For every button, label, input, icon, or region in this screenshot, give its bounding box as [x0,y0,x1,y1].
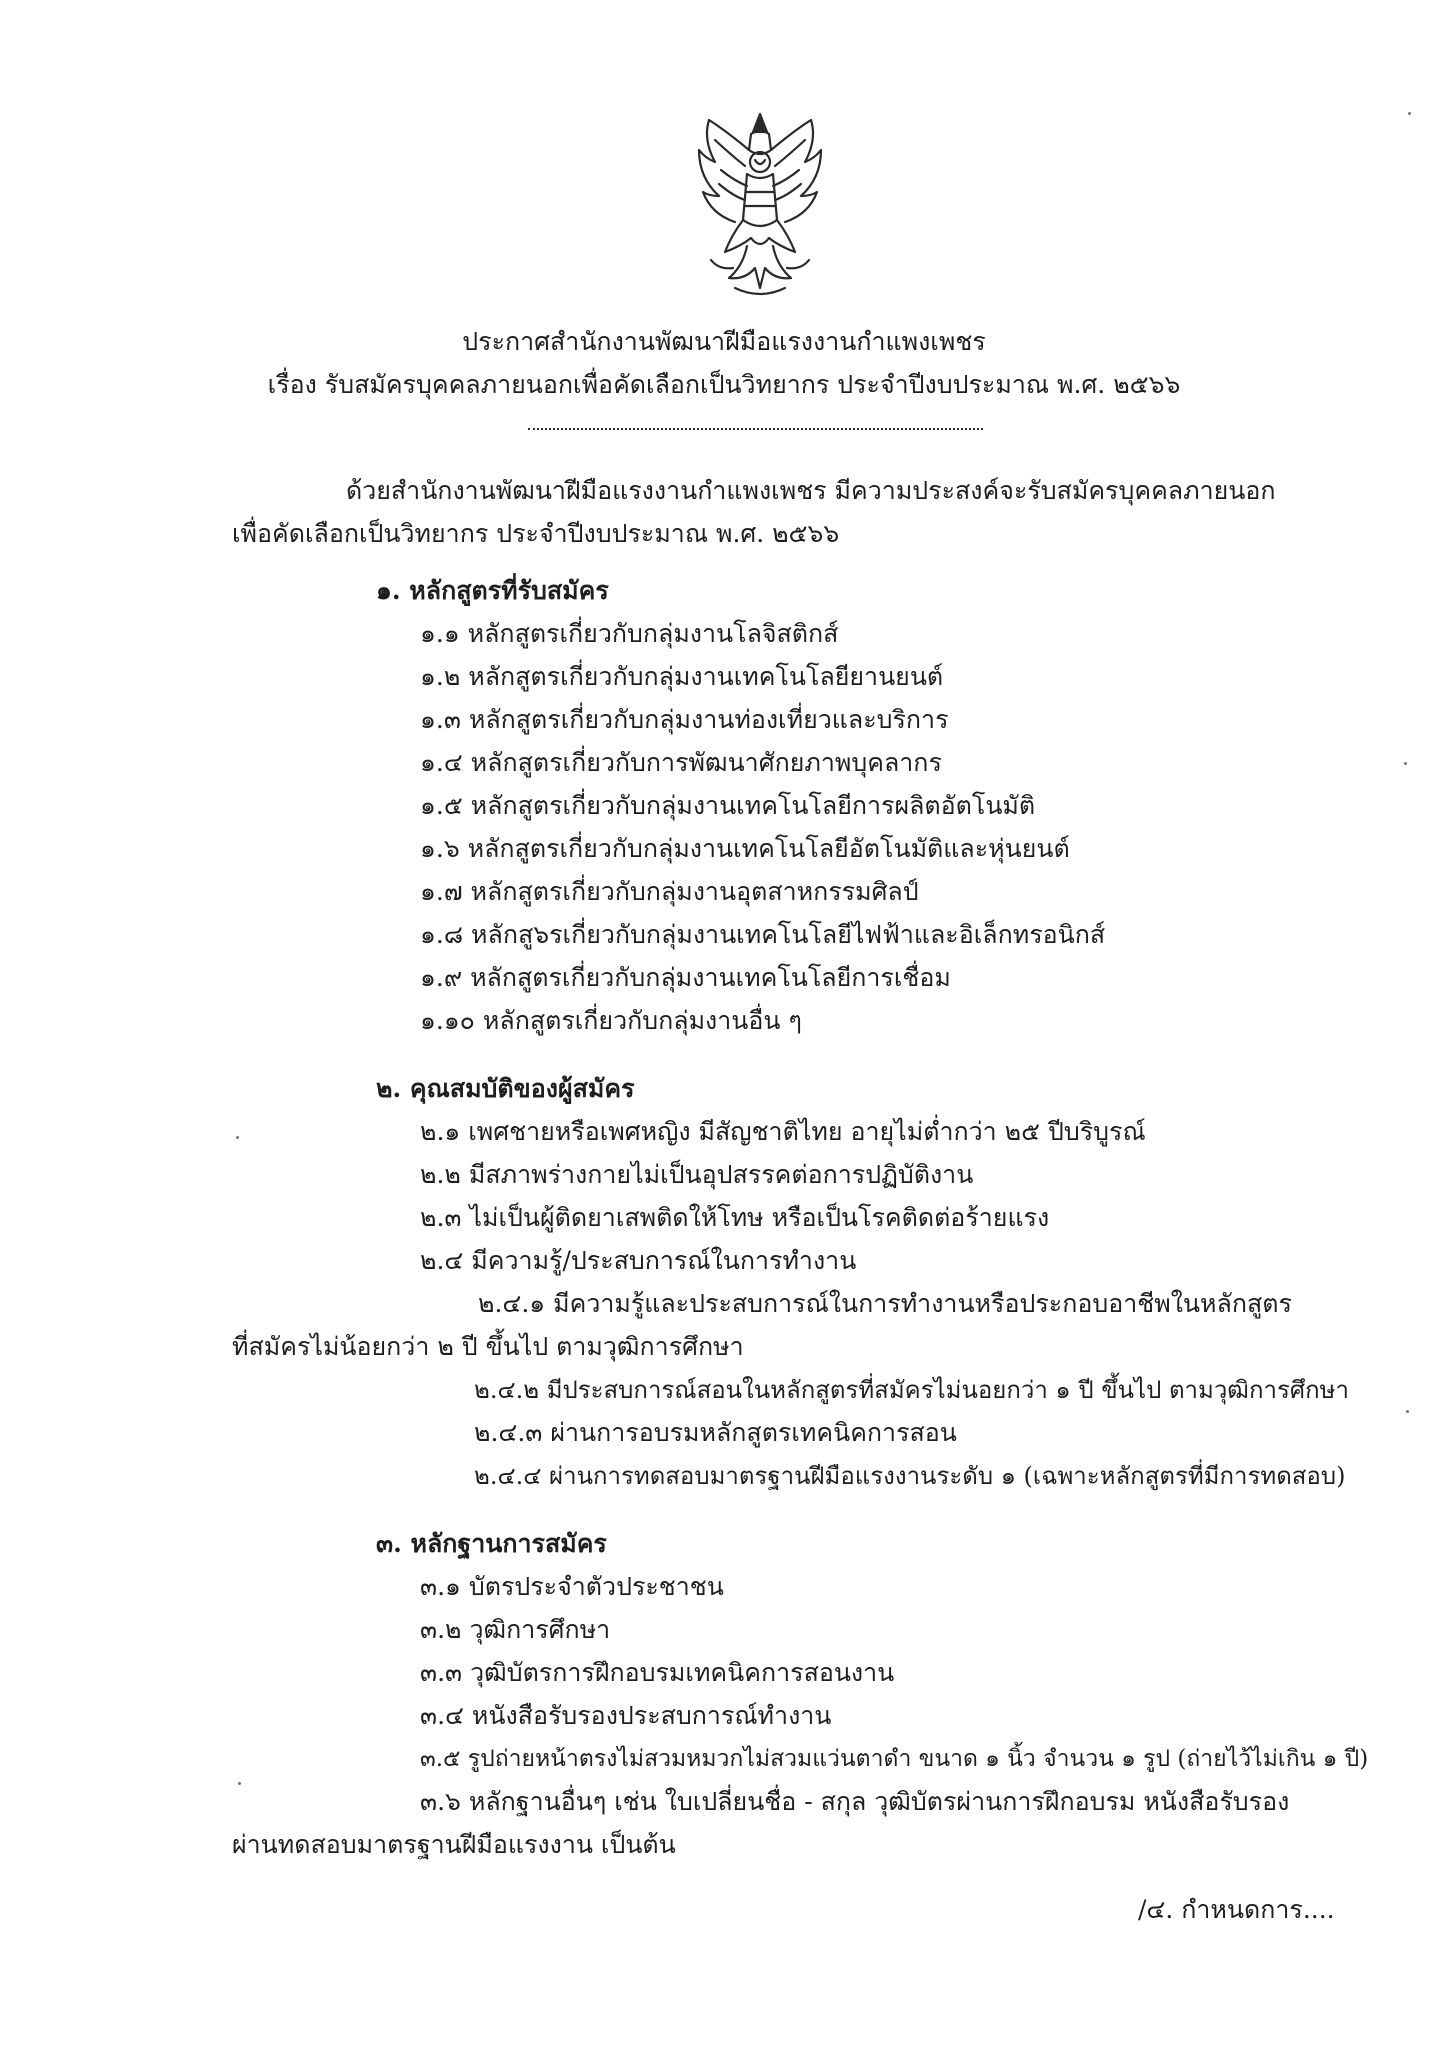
garuda-emblem-icon [685,110,835,305]
sub-item: ๒.๔.๓ ผ่านการอบรมหลักสูตรเทคนิคการสอน [474,1418,957,1447]
intro-paragraph-line-2: เพื่อคัดเลือกเป็นวิทยากร ประจำปีงบประมาณ พ.ศ. ๒๕๖๖ [232,519,840,548]
sub-item: ๒.๔.๔ ผ่านการทดสอบมาตรฐานฝีมือแรงงานระดับ ๑ (เฉพาะหลักสูตรที่มีการทดสอบ) [474,1462,1346,1490]
list-item: ๑.๗ หลักสูตรเกี่ยวกับกลุ่มงานอุตสาหกรรมศิลป์ [420,877,919,906]
separator-dotted-line [528,428,983,430]
list-item-line-1: ๓.๖ หลักฐานอื่นๆ เช่น ใบเปลี่ยนชื่อ - สกุล วุฒิบัตรผ่านการฝึกอบรม หนังสือรับรอง [420,1787,1290,1816]
section-3-heading: ๓. หลักฐานการสมัคร [376,1529,607,1558]
list-item: ๑.๔ หลักสูตรเกี่ยวกับการพัฒนาศักยภาพบุคลากร [420,748,942,777]
sub-item-line-1: ๒.๔.๑ มีความรู้และประสบการณ์ในการทำงานหรือประกอบอาชีพในหลักสูตร [478,1289,1292,1318]
scan-speck [1408,112,1411,115]
list-item: ๓.๓ วุฒิบัตรการฝึกอบรมเทคนิคการสอนงาน [420,1658,895,1687]
list-item: ๓.๒ วุฒิการศึกษา [420,1615,611,1644]
list-item: ๑.๙ หลักสูตรเกี่ยวกับกลุ่มงานเทคโนโลยีการเชื่อม [420,963,951,992]
list-item: ๑.๘ หลักสู๖รเกี่ยวกับกลุ่มงานเทคโนโลยีไฟฟ้าและอิเล็กทรอนิกส์ [420,920,1106,949]
announcement-subject: เรื่อง รับสมัครบุคคลภายนอกเพื่อคัดเลือกเป็นวิทยากร ประจำปีงบประมาณ พ.ศ. ๒๕๖๖ [267,370,1181,399]
section-2-heading: ๒. คุณสมบัติของผู้สมัคร [376,1074,635,1103]
list-item-line-2: ผ่านทดสอบมาตรฐานฝีมือแรงงาน เป็นต้น [232,1830,676,1859]
list-item: ๒.๒ มีสภาพร่างกายไม่เป็นอุปสรรคต่อการปฏิบัติงาน [420,1160,974,1189]
list-item: ๓.๑ บัตรประจำตัวประชาชน [420,1572,724,1601]
intro-paragraph-line-1: ด้วยสำนักงานพัฒนาฝีมือแรงงานกำแพงเพชร มีความประสงค์จะรับสมัครบุคคลภายนอก [346,476,1276,505]
list-item: ๑.๑๐ หลักสูตรเกี่ยวกับกลุ่มงานอื่น ๆ [420,1006,802,1035]
scan-speck [238,1782,241,1785]
list-item: ๑.๒ หลักสูตรเกี่ยวกับกลุ่มงานเทคโนโลยียานยนต์ [420,662,944,691]
section-1-heading: ๑. หลักสูตรที่รับสมัคร [376,576,609,605]
list-item: ๒.๑ เพศชายหรือเพศหญิง มีสัญชาติไทย อายุไม่ต่ำกว่า ๒๕ ปีบริบูรณ์ [420,1117,1146,1146]
sub-item-line-2: ที่สมัครไม่น้อยกว่า ๒ ปี ขึ้นไป ตามวุฒิการศึกษา [232,1332,744,1361]
list-item: ๓.๕ รูปถ่ายหน้าตรงไม่สวมหมวกไม่สวมแว่นตาดำ ขนาด ๑ นิ้ว จำนวน ๑ รูป (ถ่ายไว้ไม่เกิน ๑ ปี) [420,1746,1369,1772]
continuation-note: /๔. กำหนดการ.... [1138,1895,1335,1924]
list-item: ๒.๔ มีความรู้/ประสบการณ์ในการทำงาน [420,1246,857,1275]
scan-speck [236,1136,239,1139]
list-item: ๒.๓ ไม่เป็นผู้ติดยาเสพติดให้โทษ หรือเป็นโรคติดต่อร้ายแรง [420,1203,1050,1232]
announcement-title: ประกาศสำนักงานพัฒนาฝีมือแรงงานกำแพงเพชร [462,327,986,356]
scan-speck [1404,762,1407,765]
scan-speck [1406,1410,1409,1413]
list-item: ๓.๔ หนังสือรับรองประสบการณ์ทำงาน [420,1701,832,1730]
list-item: ๑.๑ หลักสูตรเกี่ยวกับกลุ่มงานโลจิสติกส์ [420,619,839,648]
list-item: ๑.๕ หลักสูตรเกี่ยวกับกลุ่มงานเทคโนโลยีการผลิตอัตโนมัติ [420,791,1036,820]
list-item: ๑.๖ หลักสูตรเกี่ยวกับกลุ่มงานเทคโนโลยีอัตโนมัติและหุ่นยนต์ [420,834,1070,863]
sub-item: ๒.๔.๒ มีประสบการณ์สอนในหลักสูตรที่สมัครไม่นอยกว่า ๑ ปี ขึ้นไป ตามวุฒิการศึกษา [474,1376,1349,1404]
list-item: ๑.๓ หลักสูตรเกี่ยวกับกลุ่มงานท่องเที่ยวและบริการ [420,705,949,734]
